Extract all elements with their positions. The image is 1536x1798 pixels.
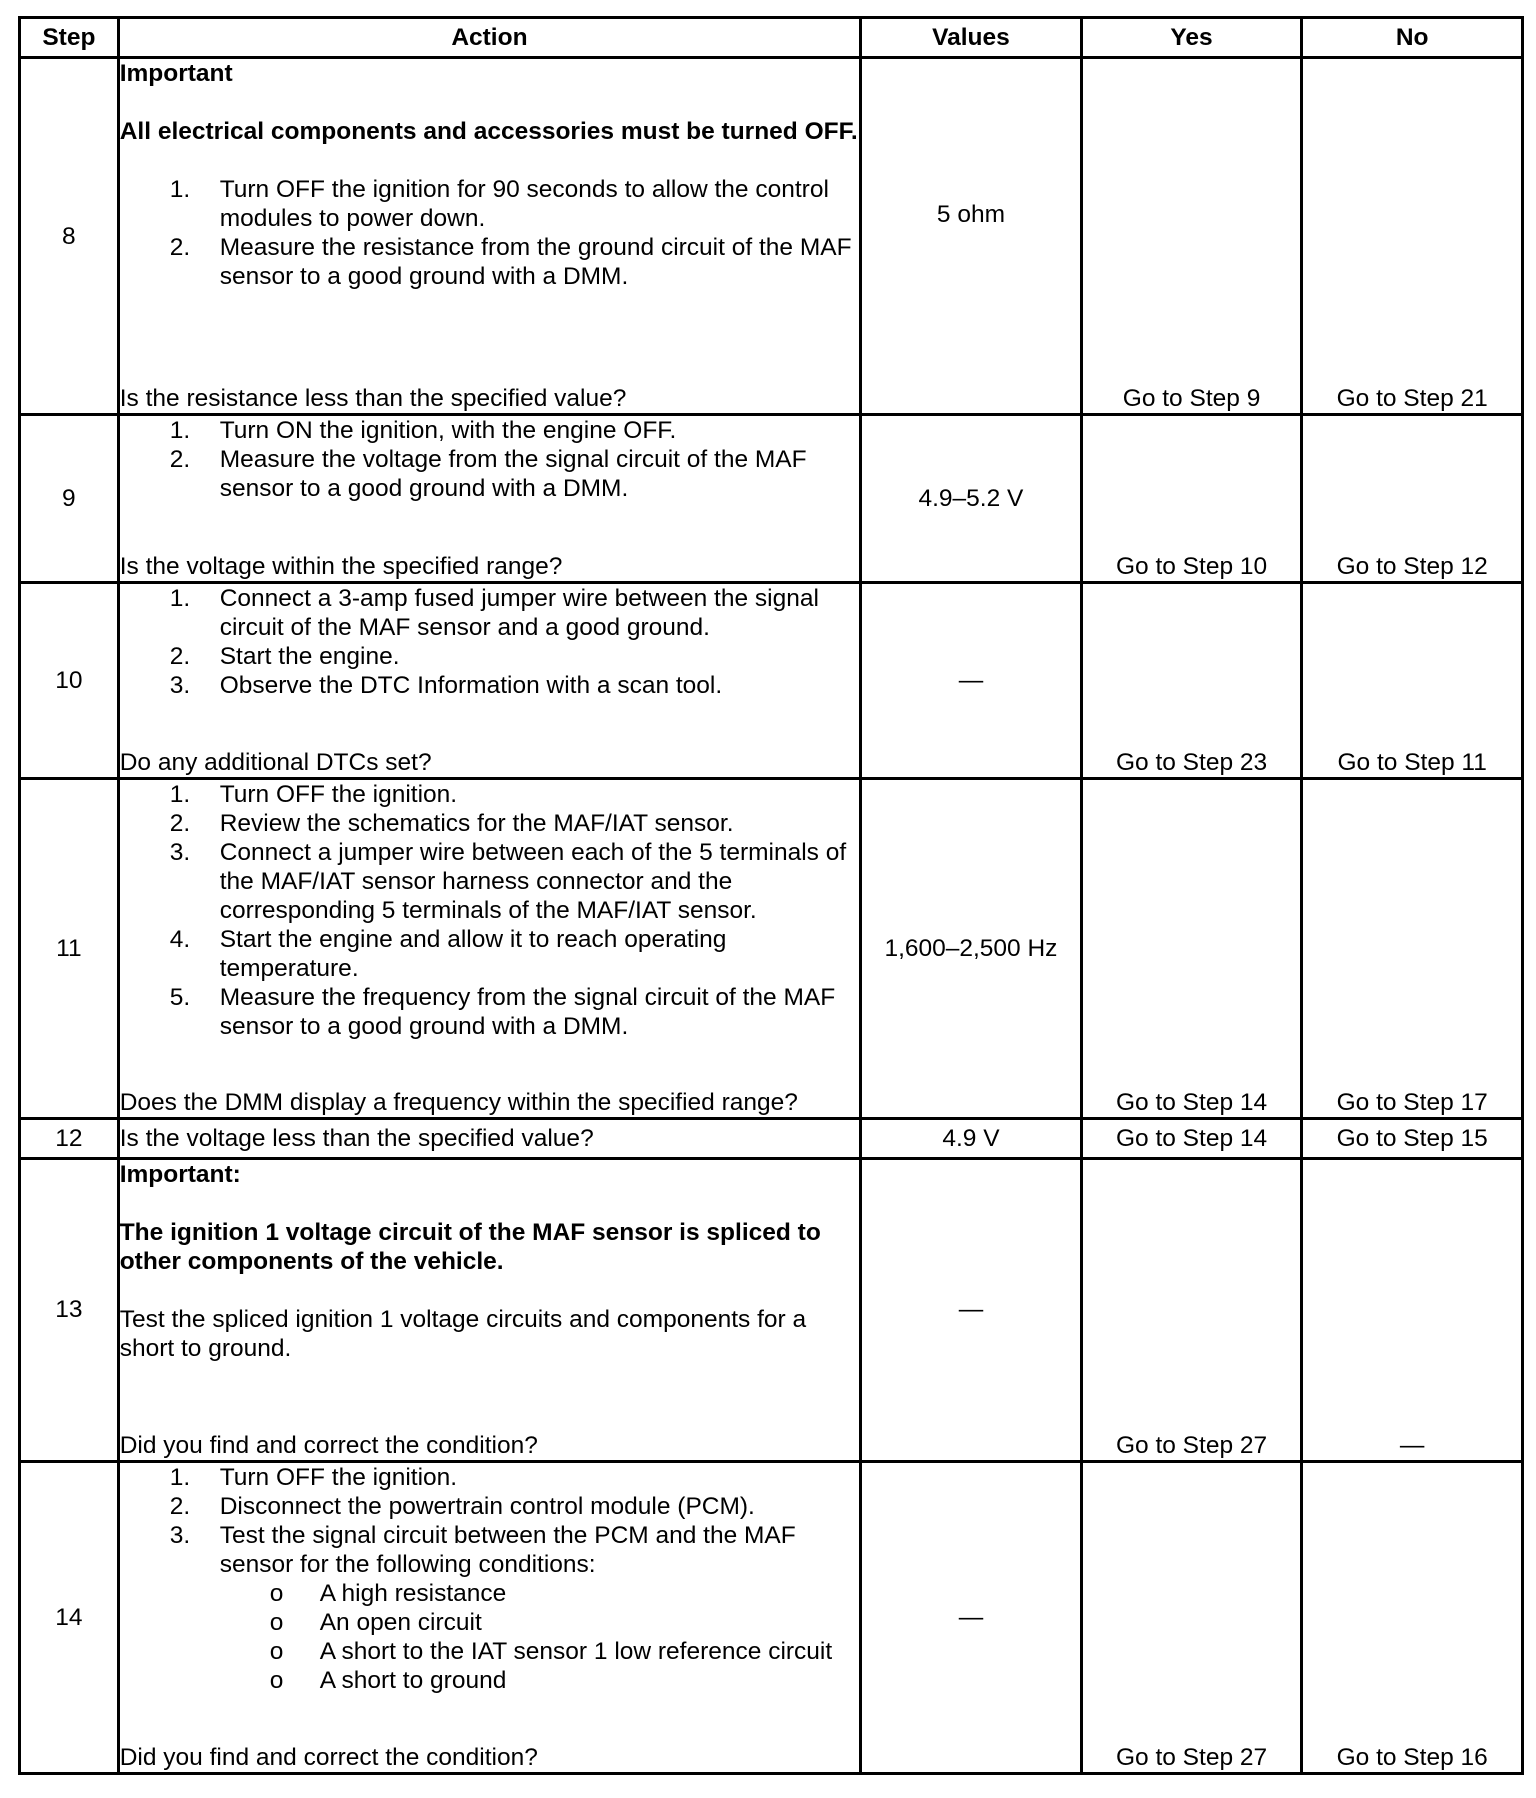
no-cell: Go to Step 17: [1302, 778, 1523, 1118]
question-text: Is the voltage less than the specified value?: [118, 1119, 860, 1159]
yes-cell: Go to Step 27: [1081, 1159, 1302, 1461]
step-number: 14: [20, 1461, 119, 1773]
step-list: [120, 1463, 859, 1695]
list-item: 5. Measure the frequency from the signal circuit of the MAF sensor to a good ground with a DMM.: [169, 983, 836, 1040]
table-row: [20, 1461, 1523, 1773]
step-number: 9: [20, 415, 119, 582]
condition-list: [220, 1579, 859, 1695]
no-cell: —: [1302, 1159, 1523, 1461]
step-number: 10: [20, 582, 119, 778]
value-cell: 4.9 V: [861, 1119, 1082, 1159]
list-item: o A short to the IAT sensor 1 low reference circuit: [269, 1637, 833, 1665]
list-item: 1. Turn OFF the ignition for 90 seconds to allow the control modules to power down.: [169, 176, 829, 232]
step-number: 8: [20, 58, 119, 415]
question-text: Is the voltage within the specified range?: [119, 552, 563, 580]
list-item: 2. Start the engine.: [169, 642, 400, 670]
value-cell: —: [861, 1461, 1082, 1773]
header-no: No: [1302, 18, 1523, 58]
step-list: [120, 584, 859, 700]
step-number: 12: [20, 1119, 119, 1159]
step-number: 13: [20, 1159, 119, 1461]
diagnostic-table-container: [18, 16, 1524, 1775]
step-list: [120, 416, 859, 503]
list-item: 1. Turn OFF the ignition.: [169, 1463, 458, 1491]
question-text: Do any additional DTCs set?: [119, 748, 432, 776]
question-text: Is the resistance less than the specified value?: [119, 385, 627, 413]
step-list: [120, 175, 859, 291]
value-cell: 4.9–5.2 V: [861, 415, 1082, 582]
instruction-text: Test the spliced ignition 1 voltage circuits and components for a short to ground.: [119, 1306, 807, 1363]
step-number: 11: [20, 778, 119, 1118]
list-item: 3. Connect a jumper wire between each of the 5 terminals of the MAF/IAT sensor harness connector and the corresponding 5 terminals of the MAF/IAT sensor.: [169, 838, 847, 924]
no-cell: Go to Step 11: [1302, 582, 1523, 778]
question-text: Did you find and correct the condition?: [119, 1431, 538, 1459]
list-item: 3. Test the signal circuit between the PCM and the MAF sensor for the following conditions: o A high resistance o An open circuit o A short to the IAT sensor 1 low reference circuit o A short to ground: [120, 1521, 859, 1695]
question-text: Did you find and correct the condition?: [119, 1744, 538, 1771]
list-item: 1. Turn OFF the ignition.: [169, 780, 458, 808]
yes-cell: Go to Step 27: [1081, 1461, 1302, 1773]
table-row: [20, 58, 1523, 415]
no-cell: Go to Step 21: [1302, 58, 1523, 415]
no-cell: Go to Step 12: [1302, 415, 1523, 582]
list-item: 1. Turn ON the ignition, with the engine OFF.: [169, 417, 677, 445]
value-cell: —: [861, 582, 1082, 778]
list-item: 2. Measure the resistance from the ground circuit of the MAF sensor to a good ground with a DMM.: [169, 234, 852, 290]
list-item: 4. Start the engine and allow it to reach operating temperature.: [169, 925, 727, 982]
step-list: [120, 780, 859, 1041]
table-row: [20, 582, 1523, 778]
table-row: [20, 1159, 1523, 1461]
header-yes: Yes: [1081, 18, 1302, 58]
action-cell: [118, 1461, 860, 1773]
header-row: [20, 18, 1523, 58]
yes-cell: Go to Step 10: [1081, 415, 1302, 582]
important-note: The ignition 1 voltage circuit of the MAF sensor is spliced to other components of the vehicle.: [119, 1219, 821, 1276]
list-item: 1. Connect a 3-amp fused jumper wire between the signal circuit of the MAF sensor and a good ground.: [169, 584, 819, 641]
yes-cell: Go to Step 14: [1081, 778, 1302, 1118]
important-note: All electrical components and accessories must be turned OFF.: [119, 118, 858, 145]
action-cell: [118, 582, 860, 778]
value-cell: —: [861, 1159, 1082, 1461]
action-cell: [118, 58, 860, 415]
yes-cell: Go to Step 14: [1081, 1119, 1302, 1159]
diagnostic-table: [18, 16, 1524, 1775]
value-cell: 5 ohm: [861, 58, 1082, 415]
important-label: Important:: [119, 1161, 241, 1189]
list-item: o An open circuit: [269, 1608, 482, 1636]
action-cell: [118, 1159, 860, 1461]
table-row: [20, 778, 1523, 1118]
yes-cell: Go to Step 23: [1081, 582, 1302, 778]
list-item: 2. Measure the voltage from the signal circuit of the MAF sensor to a good ground with a DMM.: [169, 446, 807, 503]
header-step: Step: [20, 18, 119, 58]
action-cell: [118, 415, 860, 582]
value-cell: 1,600–2,500 Hz: [861, 778, 1082, 1118]
question-text: Does the DMM display a frequency within the specified range?: [119, 1089, 798, 1117]
action-cell: [118, 778, 860, 1118]
important-label: Important: [119, 60, 233, 87]
list-item: 3. Observe the DTC Information with a scan tool.: [169, 671, 723, 699]
no-cell: Go to Step 16: [1302, 1461, 1523, 1773]
list-item: 2. Review the schematics for the MAF/IAT sensor.: [169, 809, 734, 837]
header-values: Values: [861, 18, 1082, 58]
list-item: o A high resistance: [269, 1579, 507, 1607]
table-row: [20, 415, 1523, 582]
no-cell: Go to Step 15: [1302, 1119, 1523, 1159]
list-item: o A short to ground: [269, 1666, 507, 1694]
list-item: 2. Disconnect the powertrain control module (PCM).: [169, 1492, 755, 1520]
yes-cell: Go to Step 9: [1081, 58, 1302, 415]
header-action: Action: [118, 18, 860, 58]
table-row: [20, 1119, 1523, 1159]
